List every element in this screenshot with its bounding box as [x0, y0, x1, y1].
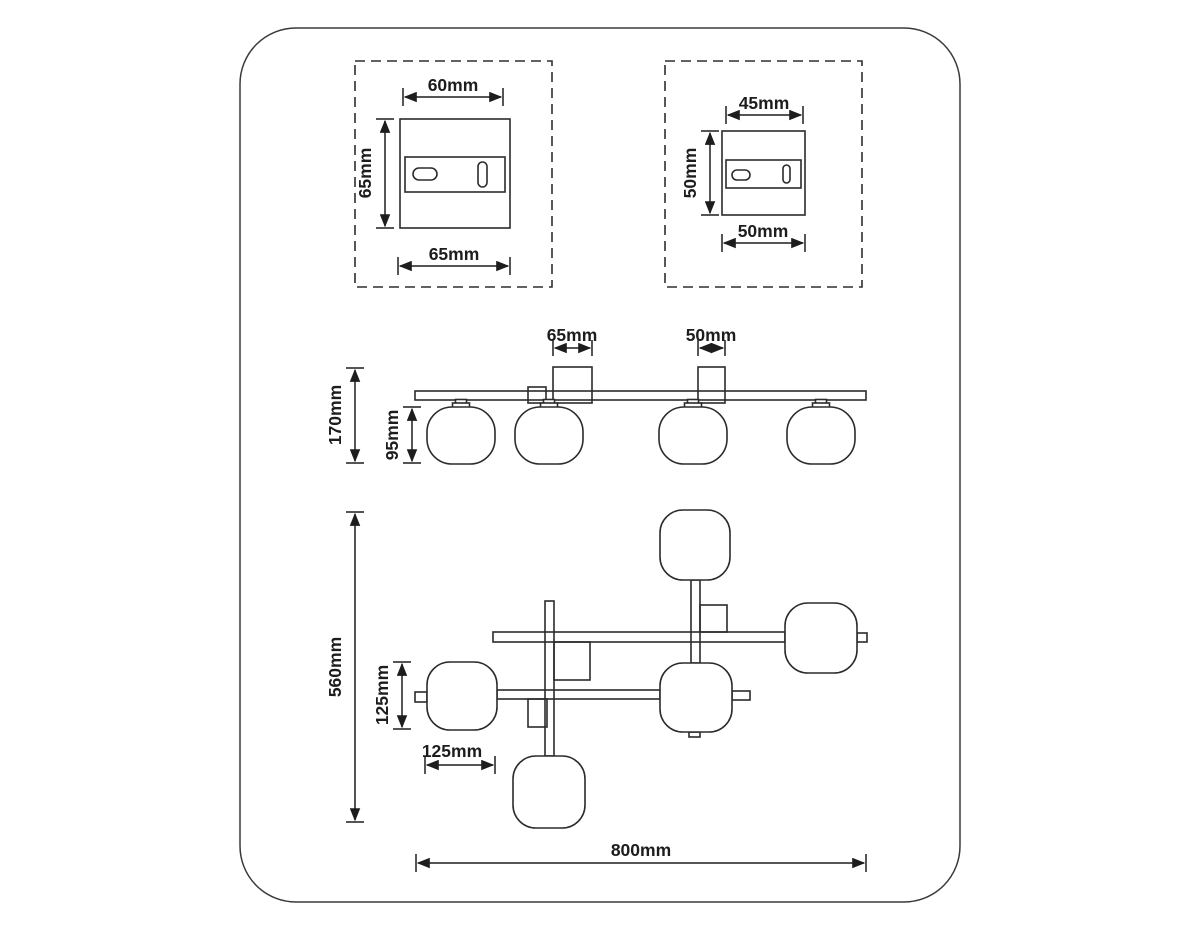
keyhole-slot-horizontal [732, 170, 750, 180]
dim-label: 125mm [421, 741, 483, 761]
dim-label: 50mm [737, 221, 789, 241]
rod-stub-left-lower [415, 692, 427, 702]
lamp-shade-bottom [513, 756, 585, 828]
mount-plate-large-detail [355, 61, 552, 287]
dim-overall-width [416, 840, 866, 872]
lamp-shade-left [427, 662, 497, 730]
side-view [325, 325, 866, 464]
dim-plate-small-top [726, 93, 803, 124]
rod-vertical-right [691, 580, 700, 663]
top-view [325, 510, 867, 872]
rod-horizontal-upper [493, 632, 785, 642]
dim-shade-height [382, 407, 421, 463]
dim-label: 125mm [372, 664, 392, 726]
dim-label: 95mm [382, 409, 402, 461]
dim-plate-small-side [680, 131, 719, 215]
dim-label: 800mm [610, 840, 672, 860]
dim-label: 65mm [428, 244, 480, 264]
lamp-shade [659, 400, 727, 465]
dim-plate-large-bottom [398, 244, 510, 275]
dim-plate-large-top [403, 75, 503, 106]
lamp-shade [787, 400, 855, 465]
keyhole-slot-vertical [783, 165, 790, 183]
dim-label: 60mm [427, 75, 479, 95]
lamp-shade [427, 400, 495, 465]
lamp-shade [515, 400, 583, 465]
mount-plate-small-detail [665, 61, 862, 287]
keyhole-slot-horizontal [413, 168, 437, 180]
keyhole-slot-vertical [478, 162, 487, 187]
drawing-border [240, 28, 960, 902]
lamp-shade-top [660, 510, 730, 580]
lamp-shade-center [660, 663, 732, 732]
rod-vertical-left [545, 601, 554, 756]
dim-label: 45mm [738, 93, 790, 113]
connector-box [528, 699, 547, 727]
dim-canopy-large [547, 325, 598, 356]
rod-horizontal-lower [497, 690, 660, 699]
lamp-shade-right [785, 603, 857, 673]
dim-shade-depth [372, 662, 411, 729]
dim-label: 170mm [325, 384, 345, 446]
dim-overall-depth [325, 512, 364, 822]
dim-label: 65mm [546, 325, 598, 345]
rod-stub-right-upper [857, 633, 867, 642]
connector-box [700, 605, 727, 632]
dim-label: 65mm [355, 147, 375, 199]
ceiling-bar [415, 391, 866, 400]
canopy-small [698, 367, 725, 403]
dim-shade-width [422, 741, 495, 774]
dim-label: 50mm [680, 147, 700, 199]
dim-overall-height [325, 368, 364, 463]
dim-label: 50mm [685, 325, 737, 345]
dim-canopy-small [686, 325, 737, 356]
dim-plate-large-side [355, 119, 394, 228]
dim-plate-small-bottom [722, 221, 805, 252]
canopy-large [553, 367, 592, 403]
connector-box [554, 642, 590, 680]
dim-label: 560mm [325, 636, 345, 698]
rod-stub-right-lower [732, 691, 750, 700]
